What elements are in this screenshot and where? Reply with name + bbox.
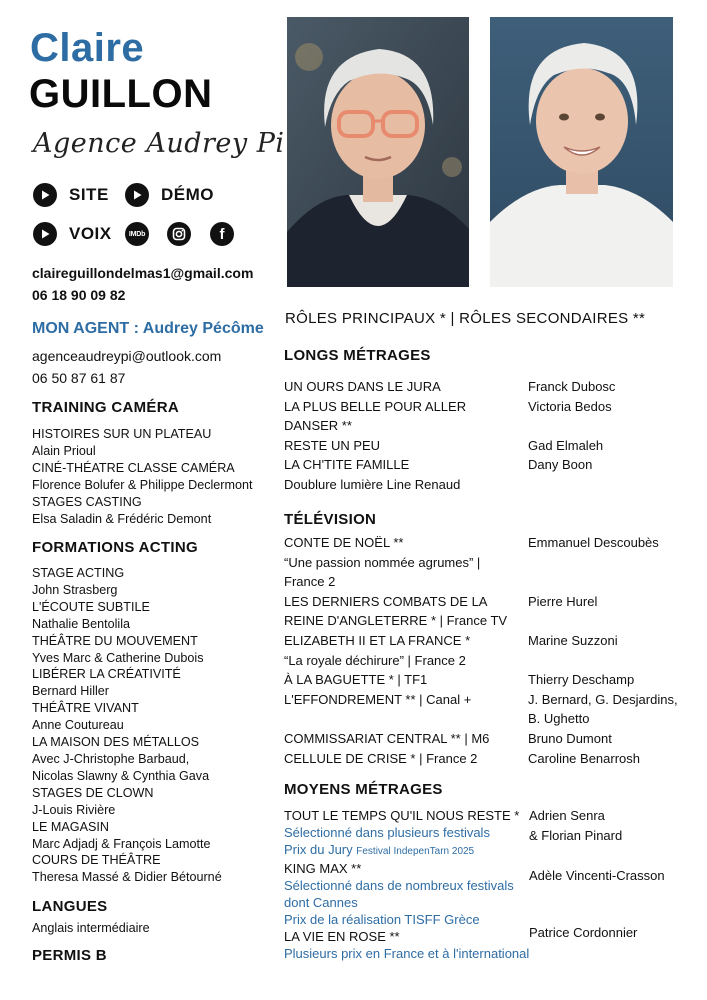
longs-directors bbox=[528, 377, 615, 495]
longs-title: LONGS MÉTRAGES bbox=[284, 347, 431, 364]
list-item: Franck Dubosc bbox=[528, 379, 616, 394]
list-item: J-Louis Rivière bbox=[32, 802, 116, 817]
list-item: France 2 bbox=[284, 574, 336, 590]
list-item: Emmanuel Descoubès bbox=[528, 535, 659, 550]
languages-title: LANGUES bbox=[32, 898, 108, 915]
contact-phone[interactable]: 06 18 90 09 82 bbox=[32, 287, 126, 303]
moyens-title: MOYENS MÉTRAGES bbox=[284, 781, 443, 798]
imdb-icon[interactable] bbox=[125, 222, 149, 246]
award-note bbox=[284, 841, 529, 860]
list-item: L'ÉCOUTE SUBTILE bbox=[32, 599, 150, 614]
list-item: LA PLUS BELLE POUR ALLER bbox=[284, 398, 467, 414]
list-item: Nicolas Slawny & Cynthia Gava bbox=[32, 768, 210, 783]
award-name: Prix du Jury bbox=[284, 842, 353, 857]
list-item: Victoria Bedos bbox=[528, 398, 612, 414]
director: & Florian Pinard bbox=[529, 828, 623, 843]
list-item: CELLULE DE CRISE * | France 2 bbox=[284, 750, 478, 766]
list-item: Theresa Massé & Didier Bétourné bbox=[32, 870, 222, 885]
imdb-label: IMDb bbox=[128, 230, 146, 238]
list-item: THÉÂTRE VIVANT bbox=[32, 701, 139, 716]
director: Adrien Senra bbox=[529, 808, 605, 823]
longs-titles bbox=[284, 377, 466, 495]
agent-title: MON AGENT : Audrey Pécôme bbox=[32, 320, 264, 337]
play-icon bbox=[125, 183, 149, 207]
list-item: REINE D'ANGLETERRE * | France TV bbox=[284, 613, 508, 629]
list-item: LES DERNIERS COMBATS DE LA bbox=[284, 593, 488, 609]
list-item: DANSER ** bbox=[284, 418, 352, 434]
roles-legend: RÔLES PRINCIPAUX * | RÔLES SECONDAIRES ** bbox=[285, 310, 646, 327]
first-name: Claire bbox=[30, 26, 145, 70]
contact-email[interactable]: claireguillondelmas1@gmail.com bbox=[32, 265, 254, 281]
list-item bbox=[528, 553, 678, 573]
list-item: Elsa Saladin & Frédéric Demont bbox=[32, 511, 212, 526]
director: Adèle Vincenti-Crasson bbox=[529, 868, 665, 883]
list-item: RESTE UN PEU bbox=[284, 437, 381, 453]
site-label: SITE bbox=[69, 185, 109, 204]
list-item: Pierre Hurel bbox=[528, 593, 598, 609]
moyens-directors-1 bbox=[529, 806, 622, 846]
list-item: LIBÉRER LA CRÉATIVITÉ bbox=[32, 667, 181, 682]
list-item: “Une passion nommée agrumes” | bbox=[284, 554, 481, 570]
agent-phone[interactable]: 06 50 87 61 87 bbox=[32, 370, 126, 386]
list-item: LA MAISON DES MÉTALLOS bbox=[32, 735, 200, 750]
award-note: Plusieurs prix en France et à l'international bbox=[284, 946, 530, 961]
tv-titles bbox=[284, 533, 507, 768]
festival-note: Sélectionné dans de nombreux festivals bbox=[284, 878, 514, 893]
director: Patrice Cordonnier bbox=[529, 925, 638, 940]
moyens-titles bbox=[284, 807, 529, 962]
list-item: CINÉ-THÉATRE CLASSE CAMÉRA bbox=[32, 460, 235, 475]
film-title: KING MAX ** bbox=[284, 861, 362, 876]
tv-title: TÉLÉVISION bbox=[284, 511, 377, 528]
list-item bbox=[528, 572, 678, 592]
list-item: COURS DE THÉÂTRE bbox=[32, 853, 161, 868]
list-item: LE MAGASIN bbox=[32, 819, 109, 834]
list-item bbox=[528, 416, 615, 436]
list-item: HISTOIRES SUR UN PLATEAU bbox=[32, 427, 212, 441]
list-item: UN OURS DANS LE JURA bbox=[284, 379, 441, 394]
demo-link[interactable] bbox=[125, 183, 214, 207]
play-icon bbox=[33, 183, 57, 207]
film-title: TOUT LE TEMPS QU'IL NOUS RESTE * bbox=[284, 808, 520, 823]
training-title: TRAINING CAMÉRA bbox=[32, 399, 179, 416]
list-item bbox=[528, 611, 678, 631]
demo-label: DÉMO bbox=[161, 185, 214, 204]
agent-email[interactable]: agenceaudreypi@outlook.com bbox=[32, 348, 222, 364]
list-item: STAGES DE CLOWN bbox=[32, 785, 154, 800]
list-item: Gad Elmaleh bbox=[528, 437, 604, 453]
play-icon bbox=[33, 222, 57, 246]
portrait-photo-smiling bbox=[490, 17, 673, 287]
instagram-icon[interactable] bbox=[167, 222, 191, 246]
list-item: Nathalie Bentolila bbox=[32, 616, 131, 631]
list-item: Alain Prioul bbox=[32, 443, 96, 458]
list-item: B. Ughetto bbox=[528, 711, 590, 727]
list-item: THÉÂTRE DU MOUVEMENT bbox=[32, 633, 198, 648]
list-item: Bernard Hiller bbox=[32, 684, 109, 699]
list-item: Thierry Deschamp bbox=[528, 672, 635, 688]
list-item: Doublure lumière Line Renaud bbox=[284, 476, 461, 492]
list-item: Anne Coutureau bbox=[32, 718, 124, 733]
list-item: Florence Bolufer & Philippe Declermont bbox=[32, 477, 253, 492]
site-link[interactable] bbox=[33, 183, 109, 207]
list-item: “La royale déchirure” | France 2 bbox=[284, 652, 466, 668]
list-item: Marine Suzzoni bbox=[528, 632, 618, 648]
list-item: STAGES CASTING bbox=[32, 494, 142, 509]
list-item bbox=[284, 709, 507, 729]
languages-value: Anglais intermédiaire bbox=[32, 921, 150, 935]
list-item: STAGE ACTING bbox=[32, 566, 125, 580]
list-item: CONTE DE NOËL ** bbox=[284, 535, 404, 550]
film-title: LA VIE EN ROSE ** bbox=[284, 929, 400, 944]
training-list bbox=[32, 426, 253, 527]
agency-name: Agence Audrey Pi bbox=[33, 128, 285, 159]
license-title: PERMIS B bbox=[32, 947, 107, 964]
list-item: Dany Boon bbox=[528, 457, 593, 473]
list-item: J. Bernard, G. Desjardins, bbox=[528, 691, 678, 707]
list-item: Yves Marc & Catherine Dubois bbox=[32, 650, 204, 665]
formations-list bbox=[32, 565, 222, 886]
list-item: Avec J-Christophe Barbaud, bbox=[32, 751, 190, 766]
voice-label: VOIX bbox=[69, 224, 112, 243]
list-item: Caroline Benarrosh bbox=[528, 750, 641, 766]
list-item: ELIZABETH II ET LA FRANCE * bbox=[284, 632, 471, 648]
list-item: LA CH'TITE FAMILLE bbox=[284, 457, 410, 473]
facebook-label: f bbox=[219, 225, 225, 243]
formations-title: FORMATIONS ACTING bbox=[32, 539, 198, 556]
list-item: COMMISSARIAT CENTRAL ** | M6 bbox=[284, 730, 490, 746]
list-item: John Strasberg bbox=[32, 582, 118, 597]
festival-note: Sélectionné dans plusieurs festivals bbox=[284, 825, 490, 840]
list-item bbox=[528, 475, 615, 495]
list-item bbox=[528, 651, 678, 671]
list-item: L'EFFONDREMENT ** | Canal + bbox=[284, 691, 472, 707]
award-note: Prix de la réalisation TISFF Grèce bbox=[284, 912, 480, 927]
last-name: GUILLON bbox=[29, 72, 213, 116]
list-item: Bruno Dumont bbox=[528, 730, 612, 746]
festival-note: dont Cannes bbox=[284, 895, 358, 910]
portrait-photo-glasses bbox=[287, 17, 469, 287]
tv-directors bbox=[528, 533, 678, 768]
list-item: À LA BAGUETTE * | TF1 bbox=[284, 672, 428, 688]
award-festival: Festival IndepenTarn 2025 bbox=[356, 846, 475, 857]
list-item: Marc Adjadj & François Lamotte bbox=[32, 836, 211, 851]
facebook-icon[interactable] bbox=[210, 222, 234, 246]
voice-link[interactable] bbox=[33, 222, 112, 246]
